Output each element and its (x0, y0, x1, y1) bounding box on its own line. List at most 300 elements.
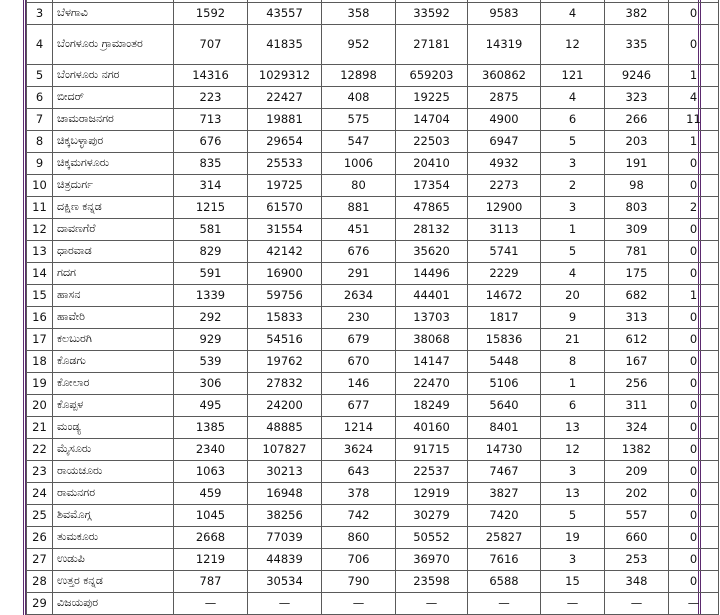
value-cell-v2: 59756 (248, 285, 322, 307)
table-row (27, 197, 719, 219)
serial-cell: 28 (27, 571, 53, 593)
table-body (27, 0, 719, 615)
value-cell-v2: 19725 (248, 175, 322, 197)
value-cell-v2: 43557 (248, 3, 322, 25)
value-cell-v2: 30534 (248, 571, 322, 593)
value-cell-v6: 21 (541, 329, 605, 351)
serial-cell: 12 (27, 219, 53, 241)
value-cell-v2: 61570 (248, 197, 322, 219)
value-cell-v6: 6 (541, 109, 605, 131)
value-cell-v5: 7420 (468, 505, 541, 527)
value-cell-v6: 4 (541, 3, 605, 25)
value-cell-v6: 5 (541, 505, 605, 527)
value-cell-v2: 41835 (248, 25, 322, 65)
value-cell-v8: 2 (669, 197, 719, 219)
value-cell-v5: 5640 (468, 395, 541, 417)
value-cell-v3: 408 (322, 87, 396, 109)
value-cell-v1: 292 (174, 307, 248, 329)
district-name-cell: ಶಿವಮೊಗ್ಗ (53, 505, 174, 527)
table-row (27, 329, 719, 351)
value-cell-v6: 20 (541, 285, 605, 307)
value-cell-v8: 0 (669, 175, 719, 197)
value-cell-v5: 4932 (468, 153, 541, 175)
value-cell-v8: 1 (669, 285, 719, 307)
district-name-cell: ತುಮಕೂರು (53, 527, 174, 549)
value-cell-v4: 28132 (396, 219, 468, 241)
serial-cell: 20 (27, 395, 53, 417)
value-cell-v1: 1045 (174, 505, 248, 527)
value-cell-v6: 9 (541, 307, 605, 329)
value-cell-v8: 0 (669, 505, 719, 527)
value-cell-v2: 107827 (248, 439, 322, 461)
value-cell-v4: 13703 (396, 307, 468, 329)
value-cell-v1: 929 (174, 329, 248, 351)
table-row (27, 3, 719, 25)
value-cell-v7: 203 (605, 131, 669, 153)
value-cell-v5: 3113 (468, 219, 541, 241)
value-cell-v6: — (541, 593, 605, 615)
value-cell-v2: 25533 (248, 153, 322, 175)
value-cell-v3: 643 (322, 461, 396, 483)
value-cell-v4: 18249 (396, 395, 468, 417)
value-cell-v6: 3 (541, 549, 605, 571)
value-cell-v8: 0 (669, 241, 719, 263)
value-cell-v7: 191 (605, 153, 669, 175)
value-cell-v3: 547 (322, 131, 396, 153)
value-cell-v3: 3624 (322, 439, 396, 461)
value-cell-v8: 0 (669, 395, 719, 417)
value-cell-v4: 50552 (396, 527, 468, 549)
value-cell-v6: 12 (541, 439, 605, 461)
value-cell-v3: 679 (322, 329, 396, 351)
value-cell-v1: 314 (174, 175, 248, 197)
value-cell-v7: 266 (605, 109, 669, 131)
district-name-cell: ರಾಮನಗರ (53, 483, 174, 505)
value-cell-v2: 30213 (248, 461, 322, 483)
serial-cell: 22 (27, 439, 53, 461)
table-row (27, 527, 719, 549)
value-cell-v5: 6947 (468, 131, 541, 153)
value-cell-v1: 1385 (174, 417, 248, 439)
value-cell-v8: 0 (669, 307, 719, 329)
value-cell-v4: 36970 (396, 549, 468, 571)
value-cell-v2: 31554 (248, 219, 322, 241)
value-cell-v1: 1219 (174, 549, 248, 571)
table-row (27, 483, 719, 505)
value-cell-v3: 230 (322, 307, 396, 329)
value-cell-v4: 47865 (396, 197, 468, 219)
table-row (27, 87, 719, 109)
table-row (27, 351, 719, 373)
value-cell-v5: 14730 (468, 439, 541, 461)
table-row (27, 549, 719, 571)
table-row (27, 109, 719, 131)
district-name-cell: ಮೈಸೂರು (53, 439, 174, 461)
value-cell-v2: 27832 (248, 373, 322, 395)
value-cell-v8: 1 (669, 65, 719, 87)
value-cell-v6: 4 (541, 263, 605, 285)
table-row (27, 505, 719, 527)
value-cell-v6: 15 (541, 571, 605, 593)
serial-cell: 16 (27, 307, 53, 329)
value-cell-v4: 27181 (396, 25, 468, 65)
value-cell-v8: 11 (669, 109, 719, 131)
value-cell-v2: 16948 (248, 483, 322, 505)
value-cell-v7: 209 (605, 461, 669, 483)
value-cell-v2: 22427 (248, 87, 322, 109)
value-cell-v7: 309 (605, 219, 669, 241)
value-cell-v8: 0 (669, 461, 719, 483)
table-row (27, 131, 719, 153)
value-cell-v5: 15836 (468, 329, 541, 351)
district-name-cell: ಚಿತ್ರದುರ್ಗ (53, 175, 174, 197)
value-cell-v2: 48885 (248, 417, 322, 439)
value-cell-v4: 44401 (396, 285, 468, 307)
value-cell-v4: 23598 (396, 571, 468, 593)
value-cell-v8: 0 (669, 527, 719, 549)
value-cell-v2: 19762 (248, 351, 322, 373)
value-cell-v8: 4 (669, 87, 719, 109)
district-name-cell: ಗದಗ (53, 263, 174, 285)
value-cell-v7: 1382 (605, 439, 669, 461)
value-cell-v4: 14704 (396, 109, 468, 131)
value-cell-v1: 14316 (174, 65, 248, 87)
value-cell-v1: 581 (174, 219, 248, 241)
value-cell-v3: — (322, 593, 396, 615)
value-cell-v1: 1339 (174, 285, 248, 307)
value-cell-v3: 80 (322, 175, 396, 197)
value-cell-v7: 348 (605, 571, 669, 593)
value-cell-v5: — (468, 593, 541, 615)
value-cell-v3: 706 (322, 549, 396, 571)
value-cell-v4: 17354 (396, 175, 468, 197)
value-cell-v1: 459 (174, 483, 248, 505)
value-cell-v5: 9583 (468, 3, 541, 25)
value-cell-v5: 2229 (468, 263, 541, 285)
serial-cell: 21 (27, 417, 53, 439)
value-cell-v3: 952 (322, 25, 396, 65)
table-row (27, 417, 719, 439)
value-cell-v5: 4900 (468, 109, 541, 131)
value-cell-v7: 313 (605, 307, 669, 329)
value-cell-v1: 495 (174, 395, 248, 417)
value-cell-v7: 167 (605, 351, 669, 373)
value-cell-v7: 311 (605, 395, 669, 417)
value-cell-v5: 14672 (468, 285, 541, 307)
serial-cell: 3 (27, 3, 53, 25)
serial-cell: 25 (27, 505, 53, 527)
serial-cell: 17 (27, 329, 53, 351)
value-cell-v3: 677 (322, 395, 396, 417)
value-cell-v7: 382 (605, 3, 669, 25)
value-cell-v8: 0 (669, 25, 719, 65)
value-cell-v8: 0 (669, 483, 719, 505)
serial-cell: 15 (27, 285, 53, 307)
value-cell-v5: 14319 (468, 25, 541, 65)
value-cell-v7: 9246 (605, 65, 669, 87)
district-name-cell: ಧಾರವಾಡ (53, 241, 174, 263)
district-name-cell: ಕೊಪ್ಪಳ (53, 395, 174, 417)
value-cell-v7: 612 (605, 329, 669, 351)
serial-cell: 9 (27, 153, 53, 175)
value-cell-v4: 40160 (396, 417, 468, 439)
value-cell-v5: 12900 (468, 197, 541, 219)
district-name-cell: ಚಾಮರಾಜನಗರ (53, 109, 174, 131)
value-cell-v7: — (605, 593, 669, 615)
value-cell-v4: 22470 (396, 373, 468, 395)
value-cell-v1: 713 (174, 109, 248, 131)
value-cell-v1: 787 (174, 571, 248, 593)
serial-cell: 7 (27, 109, 53, 131)
value-cell-v3: 12898 (322, 65, 396, 87)
value-cell-v1: 223 (174, 87, 248, 109)
value-cell-v2: 1029312 (248, 65, 322, 87)
district-name-cell: ದಕ್ಷಿಣ ಕನ್ನಡ (53, 197, 174, 219)
value-cell-v6: 3 (541, 461, 605, 483)
value-cell-v6: 19 (541, 527, 605, 549)
value-cell-v6: 5 (541, 131, 605, 153)
value-cell-v3: 860 (322, 527, 396, 549)
district-name-cell: ಚಿಕ್ಕಬಳ್ಳಾಪುರ (53, 131, 174, 153)
value-cell-v5: 6588 (468, 571, 541, 593)
table-row (27, 571, 719, 593)
table-row (27, 241, 719, 263)
value-cell-v1: 1592 (174, 3, 248, 25)
value-cell-v7: 557 (605, 505, 669, 527)
value-cell-v6: 8 (541, 351, 605, 373)
value-cell-v5: 25827 (468, 527, 541, 549)
district-name-cell: ಕಲಬುರಗಿ (53, 329, 174, 351)
value-cell-v5: 2273 (468, 175, 541, 197)
value-cell-v4: 12919 (396, 483, 468, 505)
serial-cell: 29 (27, 593, 53, 615)
value-cell-v8: 0 (669, 351, 719, 373)
serial-cell: 18 (27, 351, 53, 373)
table-row (27, 219, 719, 241)
serial-cell: 8 (27, 131, 53, 153)
district-name-cell: ಉಡುಪಿ (53, 549, 174, 571)
value-cell-v1: — (174, 593, 248, 615)
value-cell-v6: 2 (541, 175, 605, 197)
value-cell-v3: 291 (322, 263, 396, 285)
value-cell-v4: 22503 (396, 131, 468, 153)
district-name-cell: ಹಾಸನ (53, 285, 174, 307)
district-name-cell: ವಿಜಯಪುರ (53, 593, 174, 615)
value-cell-v3: 670 (322, 351, 396, 373)
value-cell-v1: 829 (174, 241, 248, 263)
district-name-cell: ಹಾವೇರಿ (53, 307, 174, 329)
serial-cell: 13 (27, 241, 53, 263)
value-cell-v3: 2634 (322, 285, 396, 307)
serial-cell: 5 (27, 65, 53, 87)
value-cell-v6: 5 (541, 241, 605, 263)
value-cell-v5: 5448 (468, 351, 541, 373)
value-cell-v6: 4 (541, 87, 605, 109)
value-cell-v8: 0 (669, 263, 719, 285)
value-cell-v7: 660 (605, 527, 669, 549)
value-cell-v8: 0 (669, 571, 719, 593)
district-name-cell: ಬೆಂಗಳೂರು ಗ್ರಾಮಾಂತರ (53, 25, 174, 65)
value-cell-v1: 306 (174, 373, 248, 395)
value-cell-v1: 2668 (174, 527, 248, 549)
value-cell-v4: 91715 (396, 439, 468, 461)
value-cell-v1: 835 (174, 153, 248, 175)
value-cell-v6: 13 (541, 483, 605, 505)
district-name-cell: ಕೋಲಾರ (53, 373, 174, 395)
value-cell-v4: 30279 (396, 505, 468, 527)
value-cell-v3: 358 (322, 3, 396, 25)
value-cell-v4: 19225 (396, 87, 468, 109)
value-cell-v8: 0 (669, 439, 719, 461)
table-row (27, 285, 719, 307)
district-name-cell: ಚಿಕ್ಕಮಗಳೂರು (53, 153, 174, 175)
value-cell-v2: 24200 (248, 395, 322, 417)
value-cell-v2: — (248, 593, 322, 615)
table-row (27, 593, 719, 615)
value-cell-v5: 1817 (468, 307, 541, 329)
district-name-cell: ಮಂಡ್ಯ (53, 417, 174, 439)
value-cell-v3: 451 (322, 219, 396, 241)
value-cell-v8: 1 (669, 131, 719, 153)
value-cell-v5: 3827 (468, 483, 541, 505)
value-cell-v8: 0 (669, 329, 719, 351)
value-cell-v6: 6 (541, 395, 605, 417)
value-cell-v7: 202 (605, 483, 669, 505)
value-cell-v8: 0 (669, 219, 719, 241)
serial-cell: 4 (27, 25, 53, 65)
district-data-table (26, 0, 719, 615)
value-cell-v7: 324 (605, 417, 669, 439)
value-cell-v7: 682 (605, 285, 669, 307)
serial-cell: 26 (27, 527, 53, 549)
serial-cell: 24 (27, 483, 53, 505)
value-cell-v4: 38068 (396, 329, 468, 351)
value-cell-v4: 33592 (396, 3, 468, 25)
value-cell-v4: 20410 (396, 153, 468, 175)
value-cell-v1: 707 (174, 25, 248, 65)
table-row (27, 175, 719, 197)
value-cell-v4: 14496 (396, 263, 468, 285)
value-cell-v8: — (669, 593, 719, 615)
district-name-cell: ಉತ್ತರ ಕನ್ನಡ (53, 571, 174, 593)
value-cell-v4: 22537 (396, 461, 468, 483)
serial-cell: 11 (27, 197, 53, 219)
value-cell-v2: 38256 (248, 505, 322, 527)
value-cell-v6: 3 (541, 153, 605, 175)
value-cell-v7: 803 (605, 197, 669, 219)
value-cell-v1: 2340 (174, 439, 248, 461)
serial-cell: 6 (27, 87, 53, 109)
value-cell-v6: 13 (541, 417, 605, 439)
value-cell-v1: 1215 (174, 197, 248, 219)
table-row (27, 307, 719, 329)
serial-cell: 19 (27, 373, 53, 395)
value-cell-v6: 1 (541, 219, 605, 241)
table-row (27, 373, 719, 395)
value-cell-v1: 539 (174, 351, 248, 373)
value-cell-v2: 19881 (248, 109, 322, 131)
value-cell-v5: 5106 (468, 373, 541, 395)
value-cell-v7: 253 (605, 549, 669, 571)
district-name-cell: ಬೀದರ್ (53, 87, 174, 109)
value-cell-v3: 146 (322, 373, 396, 395)
value-cell-v3: 1214 (322, 417, 396, 439)
value-cell-v2: 44839 (248, 549, 322, 571)
table-row (27, 263, 719, 285)
value-cell-v5: 2875 (468, 87, 541, 109)
value-cell-v4: 659203 (396, 65, 468, 87)
value-cell-v1: 676 (174, 131, 248, 153)
value-cell-v7: 175 (605, 263, 669, 285)
value-cell-v2: 77039 (248, 527, 322, 549)
value-cell-v3: 790 (322, 571, 396, 593)
value-cell-v8: 0 (669, 417, 719, 439)
value-cell-v5: 360862 (468, 65, 541, 87)
serial-cell: 14 (27, 263, 53, 285)
value-cell-v2: 16900 (248, 263, 322, 285)
district-table-frame (23, 0, 701, 615)
table-row (27, 65, 719, 87)
table-row (27, 461, 719, 483)
value-cell-v1: 591 (174, 263, 248, 285)
value-cell-v6: 121 (541, 65, 605, 87)
value-cell-v5: 5741 (468, 241, 541, 263)
value-cell-v2: 29654 (248, 131, 322, 153)
table-row (27, 395, 719, 417)
value-cell-v5: 8401 (468, 417, 541, 439)
serial-cell: 10 (27, 175, 53, 197)
value-cell-v2: 42142 (248, 241, 322, 263)
value-cell-v7: 98 (605, 175, 669, 197)
value-cell-v4: — (396, 593, 468, 615)
serial-cell: 27 (27, 549, 53, 571)
district-name-cell: ರಾಯಚೂರು (53, 461, 174, 483)
value-cell-v7: 256 (605, 373, 669, 395)
district-name-cell: ಕೊಡಗು (53, 351, 174, 373)
value-cell-v5: 7467 (468, 461, 541, 483)
district-name-cell: ದಾವಣಗೆರೆ (53, 219, 174, 241)
value-cell-v4: 14147 (396, 351, 468, 373)
value-cell-v7: 335 (605, 25, 669, 65)
table-row (27, 439, 719, 461)
value-cell-v6: 3 (541, 197, 605, 219)
value-cell-v8: 0 (669, 153, 719, 175)
serial-cell: 23 (27, 461, 53, 483)
value-cell-v6: 1 (541, 373, 605, 395)
table-row (27, 153, 719, 175)
value-cell-v2: 15833 (248, 307, 322, 329)
value-cell-v6: 12 (541, 25, 605, 65)
district-name-cell: ಬೆಂಗಳೂರು ನಗರ (53, 65, 174, 87)
value-cell-v7: 781 (605, 241, 669, 263)
value-cell-v7: 323 (605, 87, 669, 109)
value-cell-v8: 0 (669, 3, 719, 25)
value-cell-v1: 1063 (174, 461, 248, 483)
value-cell-v3: 881 (322, 197, 396, 219)
value-cell-v8: 0 (669, 373, 719, 395)
value-cell-v3: 575 (322, 109, 396, 131)
value-cell-v4: 35620 (396, 241, 468, 263)
value-cell-v3: 378 (322, 483, 396, 505)
value-cell-v3: 676 (322, 241, 396, 263)
value-cell-v3: 1006 (322, 153, 396, 175)
value-cell-v8: 0 (669, 549, 719, 571)
value-cell-v5: 7616 (468, 549, 541, 571)
value-cell-v3: 742 (322, 505, 396, 527)
value-cell-v2: 54516 (248, 329, 322, 351)
table-row (27, 25, 719, 65)
district-name-cell: ಬೆಳಗಾವಿ (53, 3, 174, 25)
